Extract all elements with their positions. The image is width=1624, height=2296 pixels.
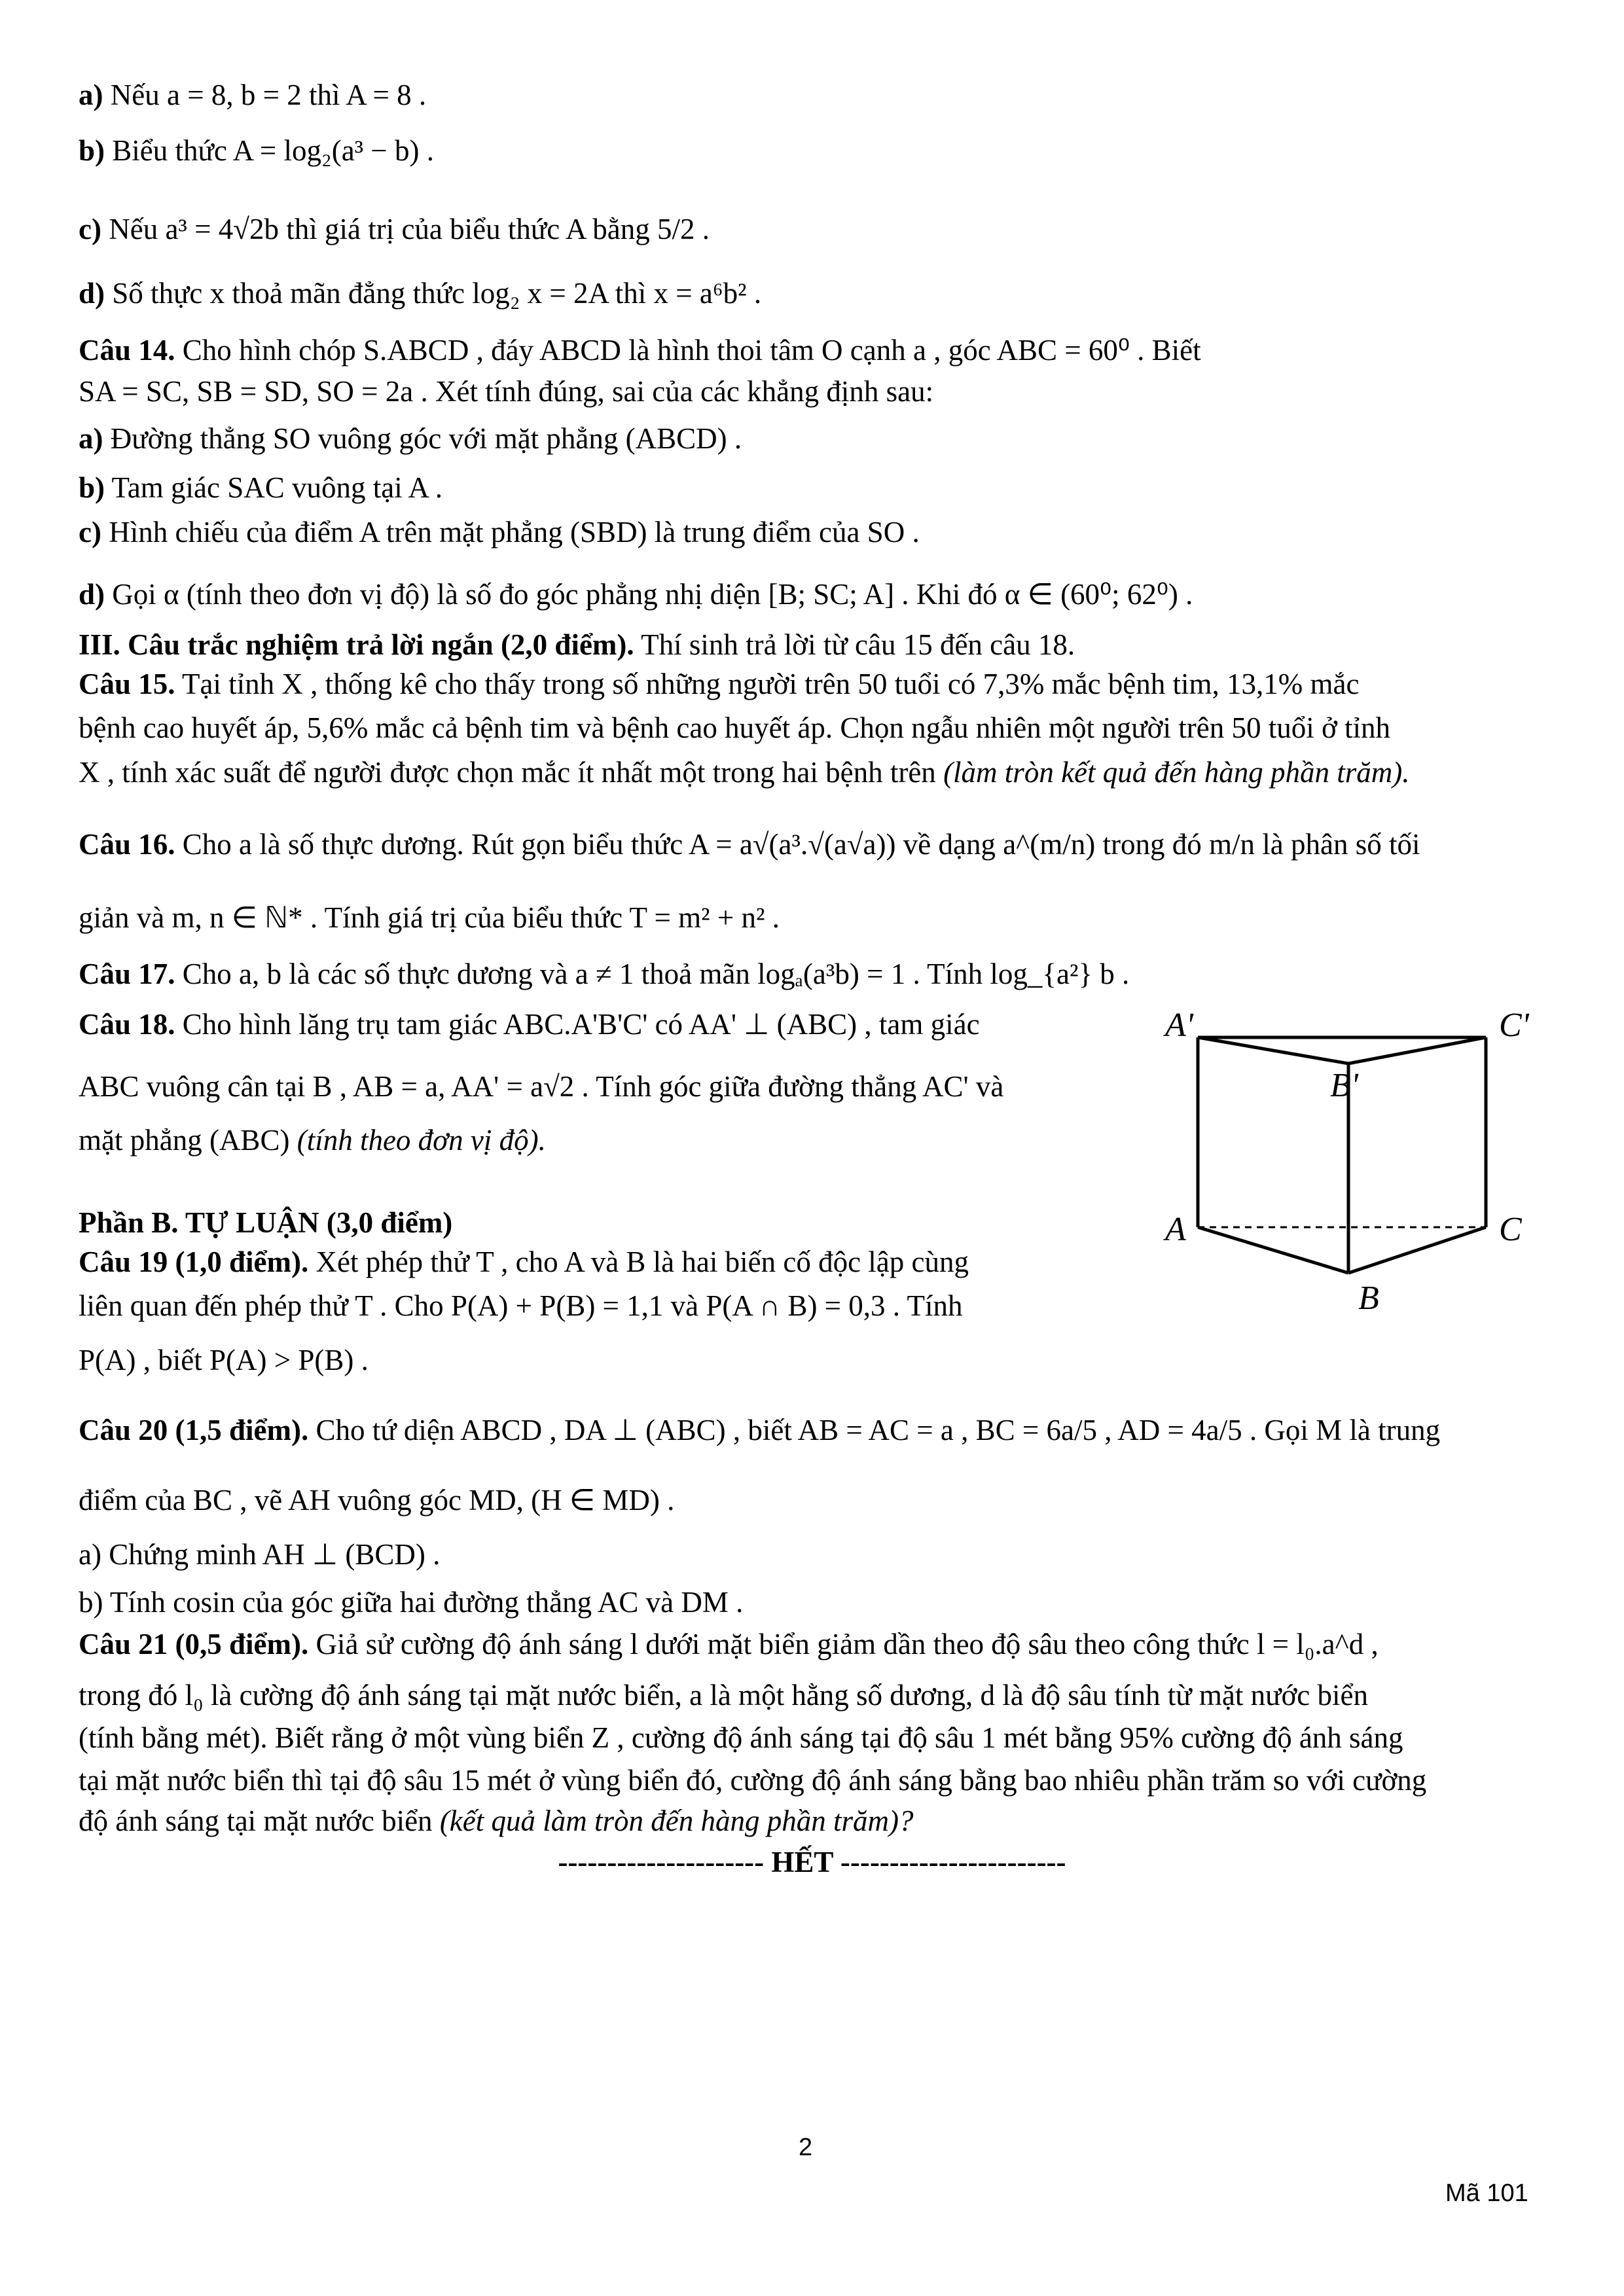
item-text: Đường thẳng SO vuông góc với mặt phẳng (ABCD) . (103, 422, 742, 455)
question-text: X , tính xác suất để người được chọn mắc ít nhất một trong hai bệnh trên (79, 756, 944, 789)
question-text: Cho a là số thực dương. Rút gọn biểu thức A = a√(a³.√(a√a)) về dạng a^(m/n) trong đó m/n là phân số tối (175, 828, 1420, 861)
question-text: Giả sử cường độ ánh sáng l dưới mặt biển giảm dần theo độ sâu theo công thức l = l₀.a^d , (308, 1628, 1379, 1660)
item-text: a) Chứng minh AH ⊥ (BCD) . (79, 1538, 441, 1571)
item-text: Gọi α (tính theo đơn vị độ) là số đo góc phẳng nhị diện [B; SC; A] . Khi đó α ∈ (60⁰; 62⁰) . (105, 578, 1193, 611)
question-21-cont (79, 1761, 1426, 1800)
question-label: Câu 21 (0,5 điểm). (79, 1628, 309, 1660)
question-16-cont (79, 898, 780, 937)
item-label: b) (79, 134, 105, 167)
item-label: a) (79, 422, 103, 455)
question-text: độ ánh sáng tại mặt nước biển (79, 1804, 440, 1837)
question-21-cont (79, 1718, 1403, 1757)
question-19 (79, 1242, 969, 1282)
question-text: điểm của BC , vẽ AH vuông góc MD, (H ∈ MD) . (79, 1484, 675, 1516)
question-19-cont (79, 1340, 369, 1380)
question-text: giản và m, n ∈ ℕ* . Tính giá trị của biểu thức T = m² + n² . (79, 901, 780, 934)
label-C-prime: C' (1499, 1007, 1529, 1044)
question-text: SA = SC, SB = SD, SO = 2a . Xét tính đúng, sai của các khẳng định sau: (79, 375, 934, 408)
question-label: Câu 18. (79, 1008, 175, 1041)
question-text: bệnh cao huyết áp, 5,6% mắc cả bệnh tim và bệnh cao huyết áp. Chọn ngẫu nhiên một người trên 50 tuổi ở tỉnh (79, 711, 1390, 744)
item-13c (79, 209, 710, 249)
item-text: Tam giác SAC vuông tại A . (105, 471, 443, 504)
item-label: c) (79, 213, 101, 245)
label-B: B (1358, 1280, 1379, 1317)
item-label: b) (79, 471, 105, 504)
question-18-cont (79, 1067, 1003, 1106)
question-18 (79, 1005, 980, 1044)
item-20a (79, 1535, 440, 1574)
item-text: Biểu thức A = log₂(a³ − b) . (105, 134, 435, 167)
question-text: Cho hình chóp S.ABCD , đáy ABCD là hình thoi tâm O cạnh a , góc ABC = 60⁰ . Biết (175, 334, 1201, 367)
question-text: Xét phép thử T , cho A và B là hai biến cố độc lập cùng (308, 1246, 969, 1278)
top-triangle (1198, 1037, 1486, 1064)
item-13a (79, 75, 426, 115)
question-text: trong đó l₀ là cường độ ánh sáng tại mặt nước biển, a là một hằng số dương, d là độ sâu tính từ mặt nước biển (79, 1679, 1368, 1712)
question-19-cont (79, 1286, 962, 1325)
question-15-cont (79, 708, 1390, 747)
question-16 (79, 825, 1420, 864)
label-C: C (1499, 1211, 1522, 1248)
section-title: Phần B. TỰ LUẬN (3,0 điểm) (79, 1206, 453, 1239)
section-text: Thí sinh trả lời từ câu 15 đến câu 18. (634, 628, 1075, 661)
item-text: Nếu a³ = 4√2b thì giá trị của biểu thức A bằng 5/2 . (101, 213, 710, 245)
item-text: Nếu a = 8, b = 2 thì A = 8 . (103, 79, 427, 111)
question-text: Cho tứ diện ABCD , DA ⊥ (ABC) , biết AB = AC = a , BC = 6a/5 , AD = 4a/5 . Gọi M là trung (308, 1414, 1441, 1446)
item-label: a) (79, 79, 103, 111)
question-text: tại mặt nước biển thì tại độ sâu 15 mét ở vùng biển đó, cường độ ánh sáng bằng bao nhiêu phần trăm so với cường (79, 1764, 1427, 1797)
item-text: Số thực x thoả mãn đẳng thức log₂ x = 2A thì x = a⁶b² . (105, 277, 762, 310)
item-label: d) (79, 578, 105, 611)
question-15 (79, 664, 1359, 704)
label-B-prime: B' (1330, 1067, 1358, 1104)
question-note: (làm tròn kết quả đến hàng phần trăm). (943, 756, 1410, 789)
question-14 (79, 331, 1201, 370)
question-21-cont (79, 1801, 913, 1840)
question-21-cont (79, 1676, 1368, 1715)
item-14a (79, 419, 742, 458)
question-note: (kết quả làm tròn đến hàng phần trăm)? (439, 1804, 914, 1837)
question-text: Cho hình lăng trụ tam giác ABC.A'B'C' có AA' ⊥ (ABC) , tam giác (175, 1008, 980, 1041)
item-text: Hình chiếu của điểm A trên mặt phẳng (SBD) là trung điểm của SO . (101, 516, 920, 548)
end-marker: --------------------- HẾT ----------------------- (558, 1846, 1066, 1878)
part-b-heading (79, 1203, 452, 1242)
page-number: 2 (799, 2134, 813, 2161)
item-20b (79, 1583, 743, 1622)
label-A: A (1165, 1211, 1186, 1248)
question-21 (79, 1624, 1379, 1664)
edge-AB (1198, 1227, 1348, 1273)
question-text: Tại tỉnh X , thống kê cho thấy trong số những người trên 50 tuổi có 7,3% mắc bệnh tim, 13,1% mắc (175, 668, 1360, 700)
section-title: III. Câu trắc nghiệm trả lời ngắn (2,0 điểm). (79, 628, 634, 661)
item-13b (79, 131, 434, 170)
item-14b (79, 468, 442, 507)
section-iii-heading (79, 625, 1075, 664)
question-text: P(A) , biết P(A) > P(B) . (79, 1344, 369, 1376)
edge-BC (1348, 1227, 1486, 1273)
question-18-cont (79, 1121, 546, 1160)
question-label: Câu 17. (79, 958, 175, 990)
question-17 (79, 954, 1129, 994)
question-label: Câu 16. (79, 828, 175, 861)
item-label: c) (79, 516, 101, 548)
question-14-cont (79, 372, 933, 411)
item-14c (79, 512, 920, 552)
question-text: Cho a, b là các số thực dương và a ≠ 1 thoả mãn logₐ(a³b) = 1 . Tính log_{a²} b . (175, 958, 1130, 990)
exam-code: Mã 101 (1445, 2179, 1528, 2207)
question-15-cont (79, 753, 1409, 792)
item-14d (79, 575, 1193, 614)
item-label: d) (79, 277, 105, 310)
question-text: ABC vuông cân tại B , AB = a, AA' = a√2 . Tính góc giữa đường thẳng AC' và (79, 1070, 1004, 1103)
label-A-prime: A' (1165, 1007, 1193, 1044)
item-13d (79, 274, 761, 313)
question-note: (tính theo đơn vị độ). (297, 1124, 546, 1157)
question-text: mặt phẳng (ABC) (79, 1124, 297, 1157)
question-text: (tính bằng mét). Biết rằng ở một vùng biển Z , cường độ ánh sáng tại độ sâu 1 mét bằng 95% cường độ ánh sáng (79, 1721, 1403, 1754)
question-20-cont (79, 1480, 674, 1520)
item-text: b) Tính cosin của góc giữa hai đường thẳng AC và DM . (79, 1586, 744, 1619)
question-text: liên quan đến phép thử T . Cho P(A) + P(B) = 1,1 và P(A ∩ B) = 0,3 . Tính (79, 1289, 963, 1322)
question-label: Câu 14. (79, 334, 175, 367)
question-label: Câu 19 (1,0 điểm). (79, 1246, 309, 1278)
prism-figure (1159, 998, 1551, 1338)
question-label: Câu 15. (79, 668, 175, 700)
question-20 (79, 1410, 1440, 1450)
question-label: Câu 20 (1,5 điểm). (79, 1414, 309, 1446)
